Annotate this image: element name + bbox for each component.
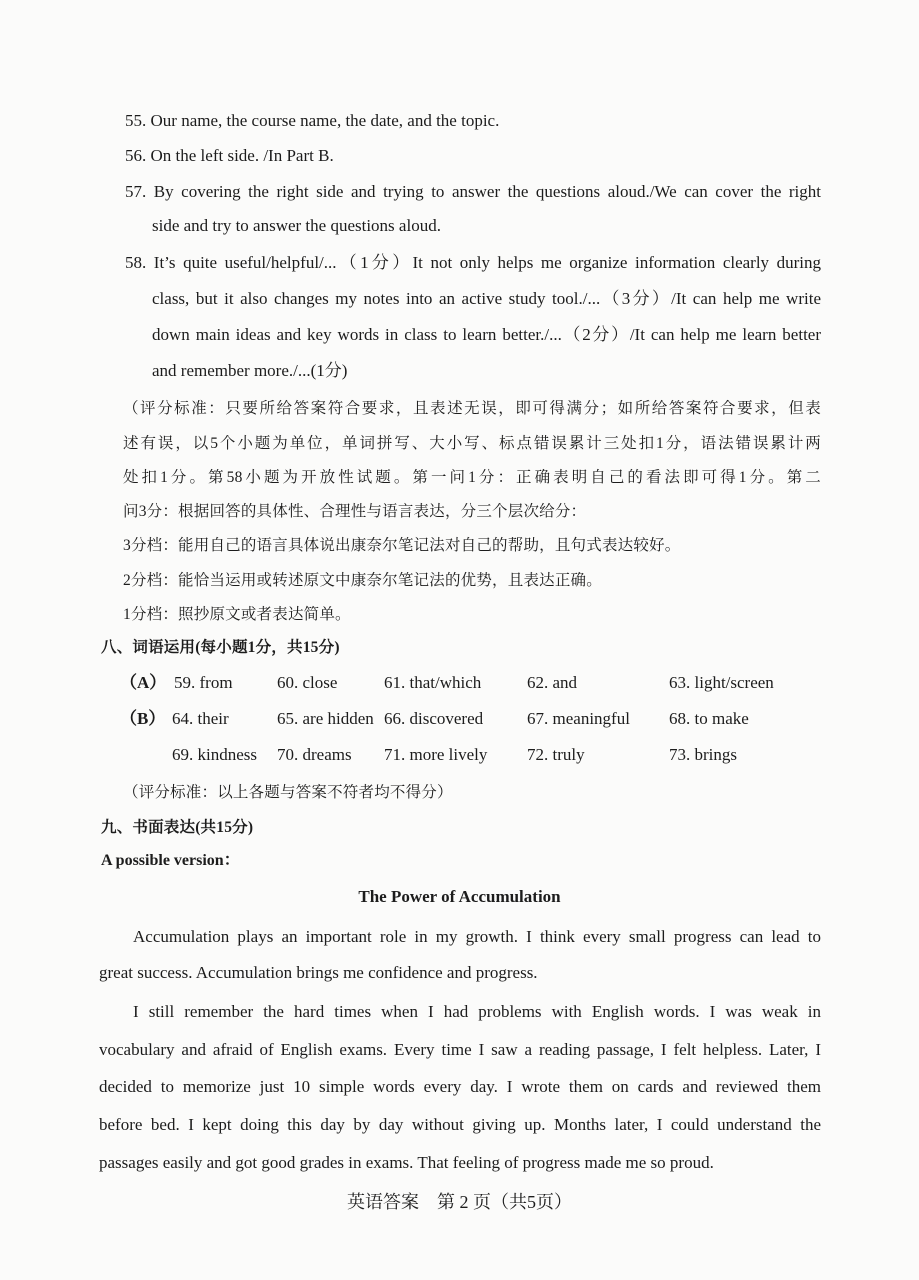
scoring-line-7: 1分档：照抄原文或者表达简单。 <box>123 606 351 623</box>
essay-p2-line-2: vocabulary and afraid of English exams. Every time I saw a reading passage, I felt helpless. Later, I <box>99 1040 821 1059</box>
scoring-line-6: 2分档：能恰当运用或转述原文中康奈尔笔记法的优势，且表达正确。 <box>123 572 602 589</box>
answer-57-line-2: side and try to answer the questions aloud. <box>152 216 441 235</box>
section-8-heading: 八、词语运用(每小题1分，共15分) <box>101 639 340 656</box>
section-8-row-b2 <box>0 744 919 766</box>
page-footer: 英语答案 第 2 页（共5页） <box>347 1192 572 1212</box>
answer-60: 60. close <box>277 673 338 692</box>
scoring-line-5: 3分档：能用自己的语言具体说出康奈尔笔记法对自己的帮助，且句式表达较好。 <box>123 537 681 554</box>
answer-68: 68. to make <box>669 709 749 728</box>
answer-56: 56. On the left side. /In Part B. <box>125 146 334 165</box>
answer-59: 59. from <box>174 673 233 692</box>
answer-61: 61. that/which <box>384 673 482 692</box>
answer-69: 69. kindness <box>172 745 257 764</box>
answer-58-line-2: class, but it also changes my notes into an active study tool./...（3分）/It can help me write <box>152 289 821 308</box>
essay-p2-line-5: passages easily and got good grades in exams. That feeling of progress made me so proud. <box>99 1153 714 1172</box>
answer-58-line-3: down main ideas and key words in class to learn better./...（2分）/It can help me learn better <box>152 325 821 344</box>
answer-67: 67. meaningful <box>527 709 630 728</box>
answer-70: 70. dreams <box>277 745 352 764</box>
answer-71: 71. more lively <box>384 745 488 764</box>
part-b-label: （B） <box>120 709 166 728</box>
section-8-row-a <box>0 672 919 694</box>
essay-p2-line-3: decided to memorize just 10 simple words every day. I wrote them on cards and reviewed them <box>99 1077 821 1096</box>
essay-title: The Power of Accumulation <box>358 887 561 906</box>
answer-66: 66. discovered <box>384 709 484 728</box>
section-9-heading: 九、书面表达(共15分) <box>101 819 254 836</box>
answer-64: 64. their <box>172 709 229 728</box>
answer-62: 62. and <box>527 673 578 692</box>
section-8-scoring-note: （评分标准：以上各题与答案不符者均不得分） <box>123 784 453 801</box>
scoring-line-4: 问3分：根据回答的具体性、合理性与语言表达，分三个层次给分： <box>123 503 587 520</box>
answer-57-line-1: 57. By covering the right side and trying to answer the questions aloud./We can cover the right <box>125 182 821 201</box>
answer-55: 55. Our name, the course name, the date, and the topic. <box>125 111 500 130</box>
answer-73: 73. brings <box>669 745 737 764</box>
answer-65: 65. are hidden <box>277 709 374 728</box>
answer-72: 72. truly <box>527 745 585 764</box>
answer-58-line-1: 58. It’s quite useful/helpful/...（1分）It not only helps me organize information clearly during <box>125 253 821 272</box>
essay-p2-line-4: before bed. I kept doing this day by day without giving up. Months later, I could understand the <box>99 1115 821 1134</box>
section-8-row-b <box>0 708 919 730</box>
scoring-line-1: （评分标准：只要所给答案符合要求，且表述无误，即可得满分；如所给答案符合要求，但表 <box>123 400 821 417</box>
part-a-label: （A） <box>120 673 167 692</box>
answer-63: 63. light/screen <box>669 673 774 692</box>
scoring-line-3: 处扣1分。第58小题为开放性试题。第一问1分：正确表明自己的看法即可得1分。第二 <box>123 469 821 486</box>
answer-58-line-4: and remember more./...(1分) <box>152 361 348 380</box>
essay-p2-line-1: I still remember the hard times when I had problems with English words. I was weak in <box>133 1002 821 1021</box>
essay-p1-line-2: great success. Accumulation brings me confidence and progress. <box>99 963 538 982</box>
essay-p1-line-1: Accumulation plays an important role in my growth. I think every small progress can lead to <box>133 927 821 946</box>
possible-version-label: A possible version： <box>101 852 240 869</box>
scoring-line-2: 述有误，以5个小题为单位，单词拼写、大小写、标点错误累计三处扣1分，语法错误累计两 <box>123 435 821 452</box>
